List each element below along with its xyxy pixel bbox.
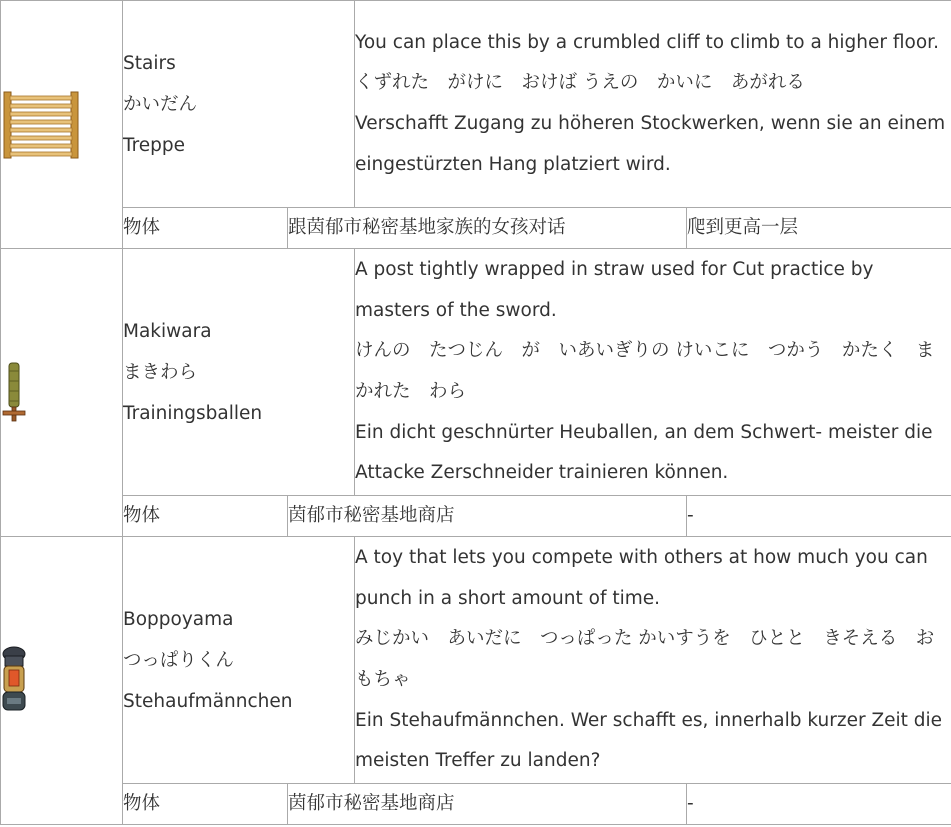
item-description-cell xyxy=(355,537,951,784)
obtain-cell: 茵郁市秘密基地商店 xyxy=(288,496,687,537)
item-name-cell xyxy=(123,249,355,496)
name-ja: まきわら xyxy=(123,361,198,383)
name-de: Treppe xyxy=(123,134,186,156)
category-cell: 物体 xyxy=(123,784,288,825)
desc-ja: くずれた がけに おけば うえの かいに あがれる xyxy=(355,72,805,94)
effect-cell: - xyxy=(687,496,951,537)
name-en: Boppoyama xyxy=(123,608,234,630)
stairs-icon xyxy=(2,90,82,160)
effect-cell: - xyxy=(687,784,951,825)
item-description-cell xyxy=(355,249,951,496)
name-ja: つっぱりくん xyxy=(123,649,234,671)
item-image-cell xyxy=(1,249,123,537)
item-description-cell xyxy=(355,1,951,208)
name-de: Stehaufmännchen xyxy=(123,690,293,712)
desc-ja: けんの たつじん が いあいぎりの けいこに つかう かたく まかれた わら xyxy=(355,340,935,402)
desc-ja: みじかい あいだに つっぱった かいすうを ひとと きそえる おもちゃ xyxy=(355,628,935,690)
desc-de: Ein Stehaufmännchen. Wer schafft es, innerhalb kurzer Zeit die meisten Treffer zu landen? xyxy=(355,709,943,772)
category-cell: 物体 xyxy=(123,208,288,249)
item-name-cell xyxy=(123,537,355,784)
name-en: Stairs xyxy=(123,52,176,74)
item-info-row-boppoyama xyxy=(1,784,951,825)
effect-cell: 爬到更高一层 xyxy=(687,208,951,249)
item-info-row-stairs xyxy=(1,208,951,249)
item-row-makiwara xyxy=(1,249,951,496)
obtain-cell: 跟茵郁市秘密基地家族的女孩对话 xyxy=(288,208,687,249)
item-row-boppoyama xyxy=(1,537,951,784)
item-name-cell xyxy=(123,1,355,208)
item-image-cell xyxy=(1,537,123,825)
name-de: Trainingsballen xyxy=(123,402,263,424)
desc-de: Ein dicht geschnürter Heuballen, an dem Schwert- meister die Attacke Zerschneider trainieren können. xyxy=(355,421,933,484)
item-info-row-makiwara xyxy=(1,496,951,537)
item-image-cell xyxy=(1,1,123,249)
desc-de: Verschafft Zugang zu höheren Stockwerken, wenn sie an einem eingestürzten Hang platziert wird. xyxy=(355,113,946,175)
desc-en: A post tightly wrapped in straw used for Cut practice by masters of the sword. xyxy=(355,259,874,321)
desc-en: You can place this by a crumbled cliff to climb to a higher floor. xyxy=(355,31,939,53)
makiwara-icon xyxy=(1,361,31,425)
desc-en: A toy that lets you compete with others at how much you can punch in a short amount of time. xyxy=(355,547,928,609)
boppoyama-icon xyxy=(1,646,31,716)
obtain-cell: 茵郁市秘密基地商店 xyxy=(288,784,687,825)
name-en: Makiwara xyxy=(123,320,212,342)
item-row-stairs xyxy=(1,1,951,208)
category-cell: 物体 xyxy=(123,496,288,537)
name-ja: かいだん xyxy=(123,93,198,115)
